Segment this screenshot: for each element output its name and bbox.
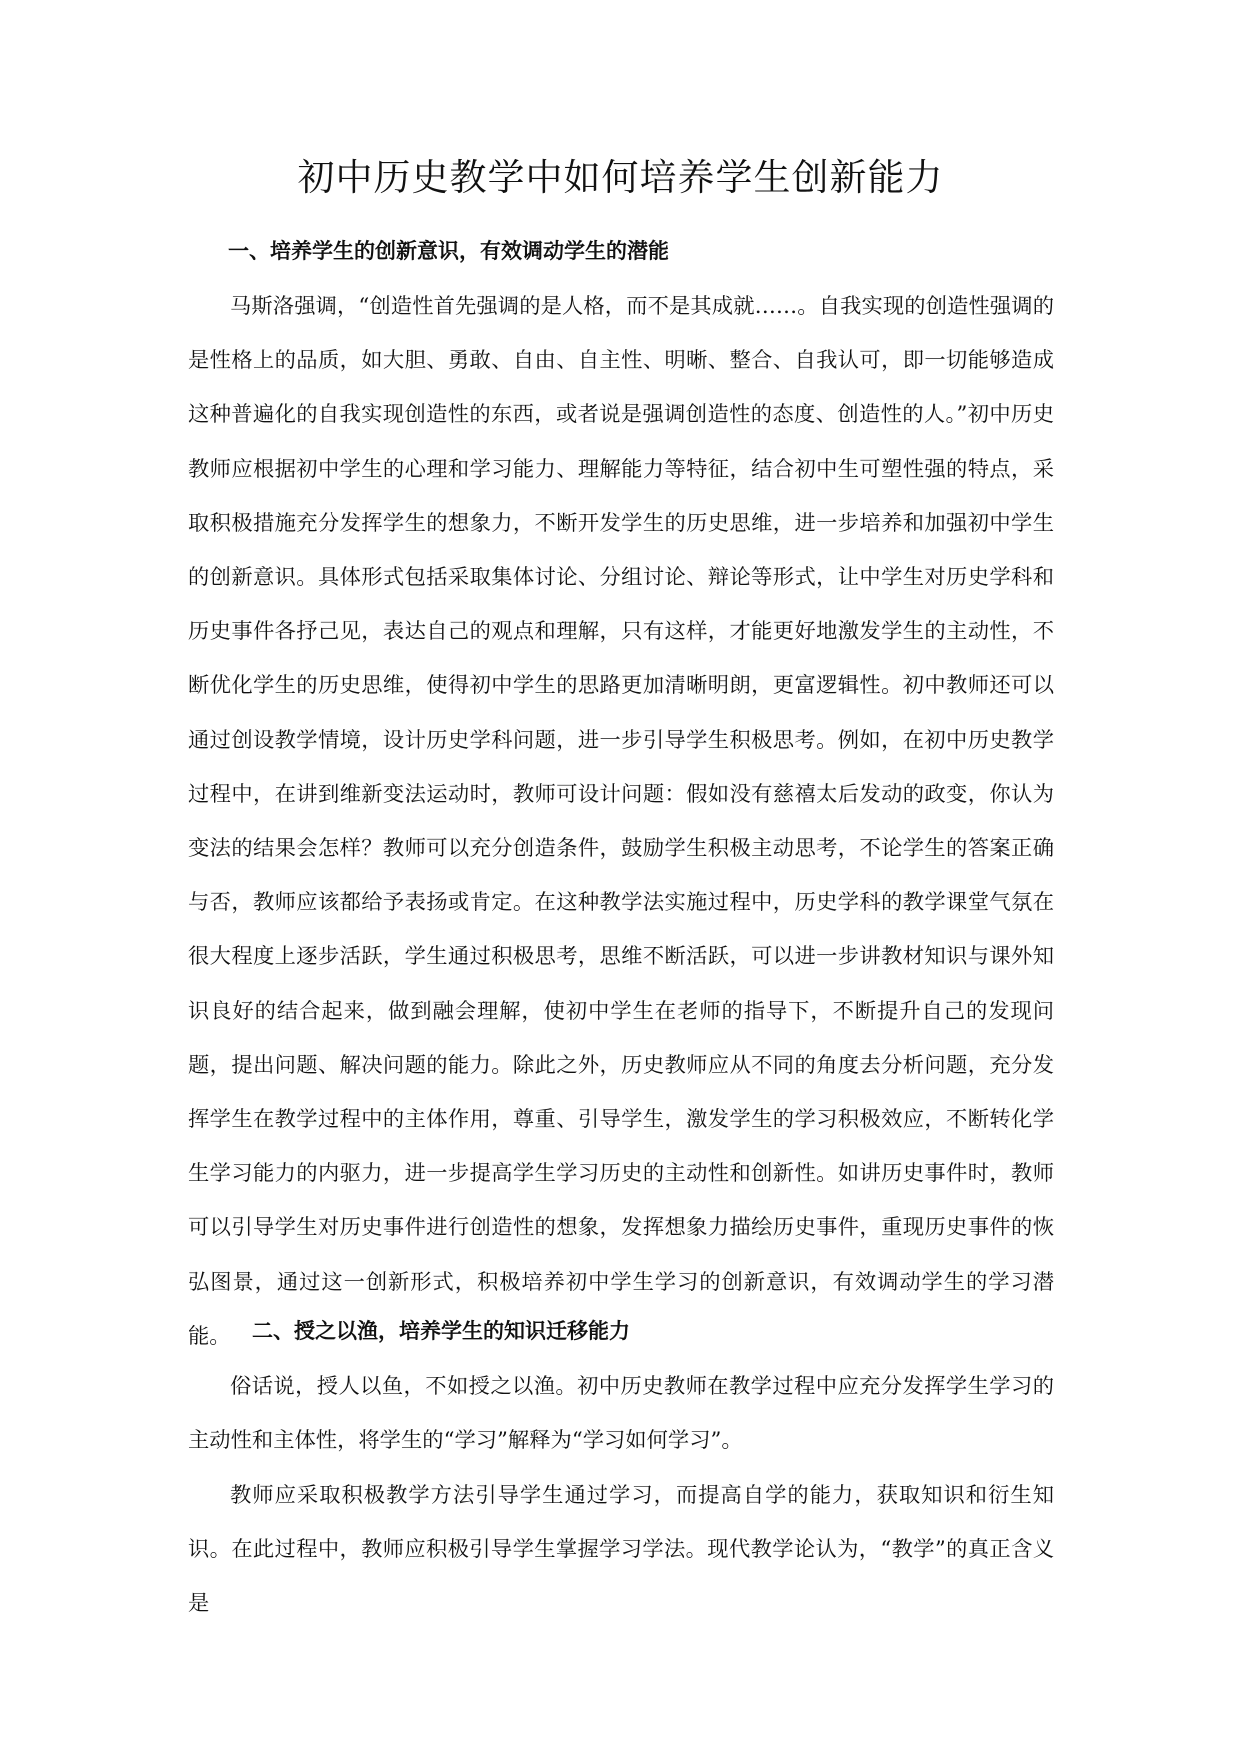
section-2-paragraph-1: 俗话说，授人以鱼，不如授之以渔。初中历史教师在教学过程中应充分发挥学生学习的主动性和主体性，将学生的“学习”解释为“学习如何学习”。 xyxy=(188,1374,1054,1454)
section-2-paragraph-2: 教师应采取积极教学方法引导学生通过学习，而提高自学的能力，获取知识和衍生知识。在此过程中，教师应积极引导学生掌握学习学法。现代教学论认为，“教学”的真正含义是 xyxy=(188,1483,1054,1617)
document-title: 初中历史教学中如何培养学生创新能力 xyxy=(297,156,944,199)
section-2-heading: 二、授之以渔，培养学生的知识迁移能力 xyxy=(252,1319,630,1343)
section-1-paragraph-1: 马斯洛强调，“创造性首先强调的是人格，而不是其成就……。自我实现的创造性强调的是性格上的品质，如大胆、勇敢、自由、自主性、明晰、整合、自我认可，即一切能够造成这种普遍化的自我实现创造性的东西，或者说是强调创造性的态度、创造性的人。”初中历史教师应根据初中学生的心理和学习能力、理解能力等特征，结合初中生可塑性强的特点，采取积极措施充分发挥学生的想象力，不断开发学生的历史思维，进一步培养和加强初中学生的创新意识。具体形式包括采取集体讨论、分组讨论、辩论等形式，让中学生对历史学科和历史事件各抒己见，表达自己的观点和理解，只有这样，才能更好地激发学生的主动性，不断优化学生的历史思维，使得初中学生的思路更加清晰明朗，更富逻辑性。初中教师还可以通过创设教学情境，设计历史学科问题，进一步引导学生积极思考。例如，在初中历史教学过程中，在讲到维新变法运动时，教师可设计问题：假如没有慈禧太后发动的政变，你认为变法的结果会怎样？教师可以充分创造条件，鼓励学生积极主动思考，不论学生的答案正确与否，教师应该都给予表扬或肯定。在这种教学法实施过程中，历史学科的教学课堂气氛在很大程度上逐步活跃，学生通过积极思考，思维不断活跃，可以进一步讲教材知识与课外知识良好的结合起来，做到融会理解，使初中学生在老师的指导下，不断提升自己的发现问题，提出问题、解决问题的能力。除此之外，历史教师应从不同的角度去分析问题，充分发挥学生在教学过程中的主体作用，尊重、引导学生，激发学生的学习积极效应，不断转化学生学习能力的内驱力，进一步提高学生学习历史的主动性和创新性。如讲历史事件时，教师可以引导学生对历史事件进行创造性的想象，发挥想象力描绘历史事件，重现历史事件的恢弘图景，通过这一创新形式，积极培养初中学生学习的创新意识，有效调动学生的学习潜能。 xyxy=(188,294,1054,1349)
section-1-heading: 一、培养学生的创新意识，有效调动学生的潜能 xyxy=(228,239,669,263)
